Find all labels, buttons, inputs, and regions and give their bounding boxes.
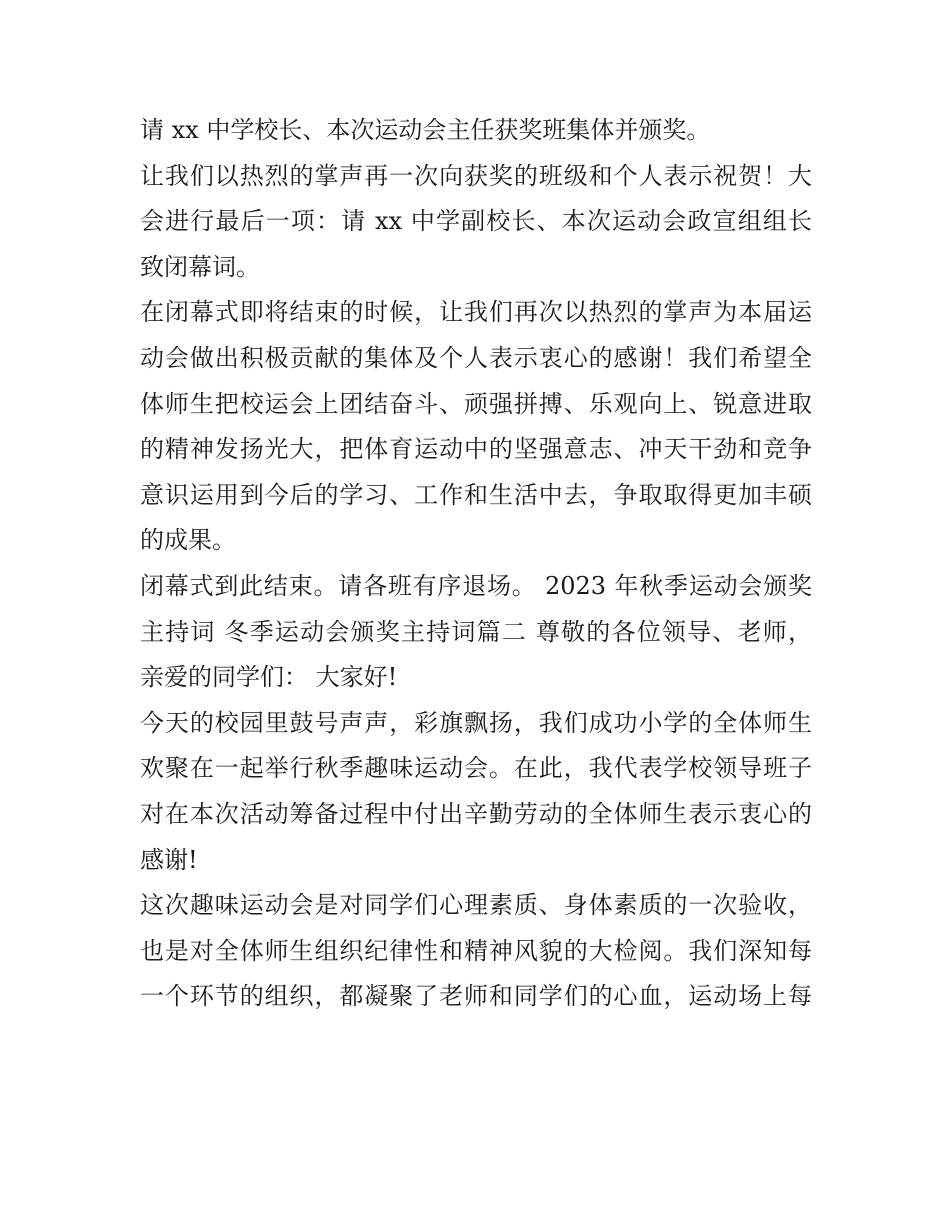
text-line: 主持词 冬季运动会颁奖主持词篇二 尊敬的各位领导、老师， (140, 617, 812, 646)
text-line: 感谢! (140, 845, 198, 874)
text-line: 请 xx 中学校长、本次运动会主任获奖班集体并颁奖。 (140, 116, 711, 144)
text-line: 在闭幕式即将结束的时候，让我们再次以热烈的掌声为本届运 (140, 298, 812, 327)
document-body (140, 108, 812, 1020)
text-line: 欢聚在一起举行秋季趣味运动会。在此，我代表学校领导班子 (140, 754, 812, 783)
text-line: 会进行最后一项：请 xx 中学副校长、本次运动会政宣组组长 (140, 207, 812, 236)
text-line: 对在本次活动筹备过程中付出辛勤劳动的全体师生表示衷心的 (140, 799, 812, 828)
text-line: 今天的校园里鼓号声声，彩旗飘扬，我们成功小学的全体师生 (140, 708, 812, 737)
text-line: 动会做出积极贡献的集体及个人表示衷心的感谢！我们希望全 (140, 343, 812, 372)
text-line: 这次趣味运动会是对同学们心理素质、身体素质的一次验收， (140, 891, 812, 920)
text-line: 致闭幕词。 (140, 252, 260, 281)
text-line: 闭幕式到此结束。请各班有序退场。 2023 年秋季运动会颁奖 (140, 571, 812, 600)
text-line: 亲爱的同学们： 大家好! (140, 663, 398, 692)
text-line: 让我们以热烈的掌声再一次向获奖的班级和个人表示祝贺！大 (140, 161, 812, 190)
text-line: 意识运用到今后的学习、工作和生活中去，争取取得更加丰硕 (140, 480, 812, 509)
text-line: 也是对全体师生组织纪律性和精神风貌的大检阅。我们深知每 (140, 936, 812, 965)
text-line: 一个环节的组织，都凝聚了老师和同学们的心血，运动场上每 (140, 982, 812, 1011)
text-line: 的精神发扬光大，把体育运动中的坚强意志、冲天干劲和竞争 (140, 435, 812, 464)
text-line: 体师生把校运会上团结奋斗、顽强拼搏、乐观向上、锐意进取 (140, 389, 812, 418)
text-line: 的成果。 (140, 526, 236, 555)
